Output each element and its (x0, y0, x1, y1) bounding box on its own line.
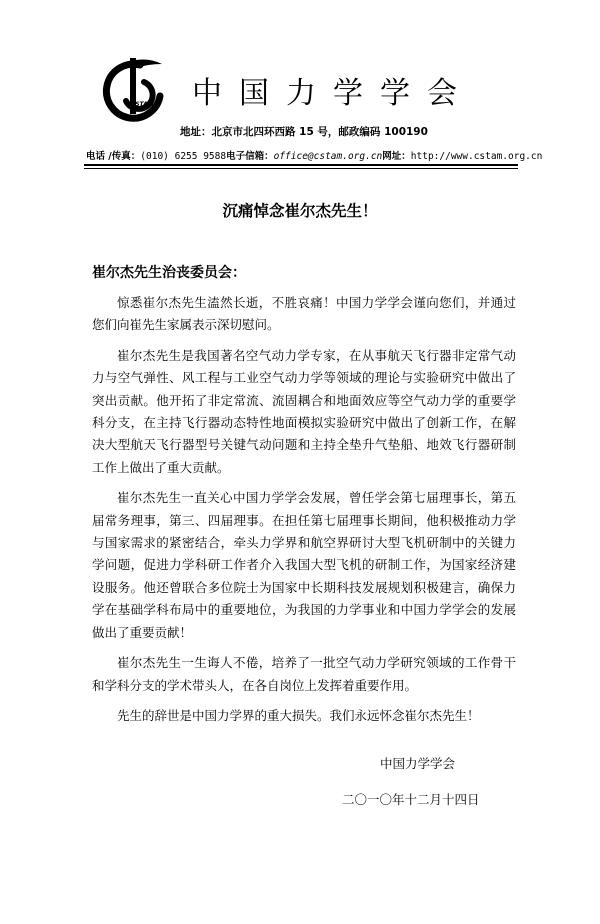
paragraph: 崔尔杰先生一直关心中国力学学会发展，曾任学会第七届理事长，第五届常务理事，第三、四届理事。在担任第七届理事长期间，他积极推动力学与国家需求的紧密结合，牵头力学界和航空界研讨大型飞机研制中的关键力学问题，促进力学科研工作者介入我国大型飞机的研制工作，为国家经济建设服务。他还曾联合多位院士为国家中长期科技发展规划积极建言，确保力学在基础学科布局中的重要地位，为我国的力学事业和中国力学学会的发展做出了重要贡献！ (92, 490, 516, 640)
phone-value: (010) 6255 9588 (140, 151, 227, 162)
email-value: office@cstam.org.cn (273, 151, 383, 162)
website-value: http://www.cstam.org.cn (410, 151, 543, 162)
phone (86, 148, 226, 162)
email (226, 148, 382, 162)
signature-org: 中国力学学会 (380, 756, 456, 771)
logo-text: CSTAM (131, 101, 154, 108)
phone-label: 电话 /传真： (86, 151, 141, 162)
letter-title: 沉痛悼念崔尔杰先生！ (222, 202, 378, 220)
salutation: 崔尔杰先生治丧委员会： (92, 265, 246, 281)
paragraph: 先生的辞世是中国力学界的重大损失。我们永远怀念崔尔杰先生！ (117, 707, 480, 723)
paragraph: 崔尔杰先生是我国著名空气动力学专家，在从事航天飞行器非定常气动力与空气弹性、风工程与工业空气动力学等领域的理论与实验研究中做出了突出贡献。他开拓了非定常流、流固耦合和地面效应等空气动力学的重要学科分支，在主持飞行器动态特性地面模拟实验研究中做出了创新工作，在解决大型航天飞行器型号关键气动问题和主持全垫升气垫船、地效飞行器研制工作上做出了重大贡献。 (92, 347, 516, 475)
paragraph: 崔尔杰先生一生诲人不倦，培养了一批空气动力学研究领域的工作骨干和学科分支的学术带头人，在各自岗位上发挥着重要作用。 (92, 655, 516, 693)
contact-line (86, 148, 543, 162)
header-rule-thick (84, 164, 518, 166)
signature-date: 二〇一〇年十二月十四日 (342, 792, 480, 807)
cstam-logo-icon (100, 56, 166, 122)
letterhead (0, 0, 600, 170)
website-label: 网址： (382, 151, 411, 162)
address: 地址：北京市北四环西路 15 号，邮政编码 100190 (180, 126, 428, 138)
header-rule-thin (84, 168, 518, 169)
letter-body (92, 292, 516, 735)
paragraph: 惊悉崔尔杰先生溘然长逝，不胜哀痛！中国力学学会谨向您们，并通过您们向崔先生家属表示深切慰问。 (92, 295, 516, 333)
email-label: 电子信箱： (226, 151, 274, 162)
org-name: 中国力学学会 (192, 76, 474, 111)
website (382, 148, 542, 162)
